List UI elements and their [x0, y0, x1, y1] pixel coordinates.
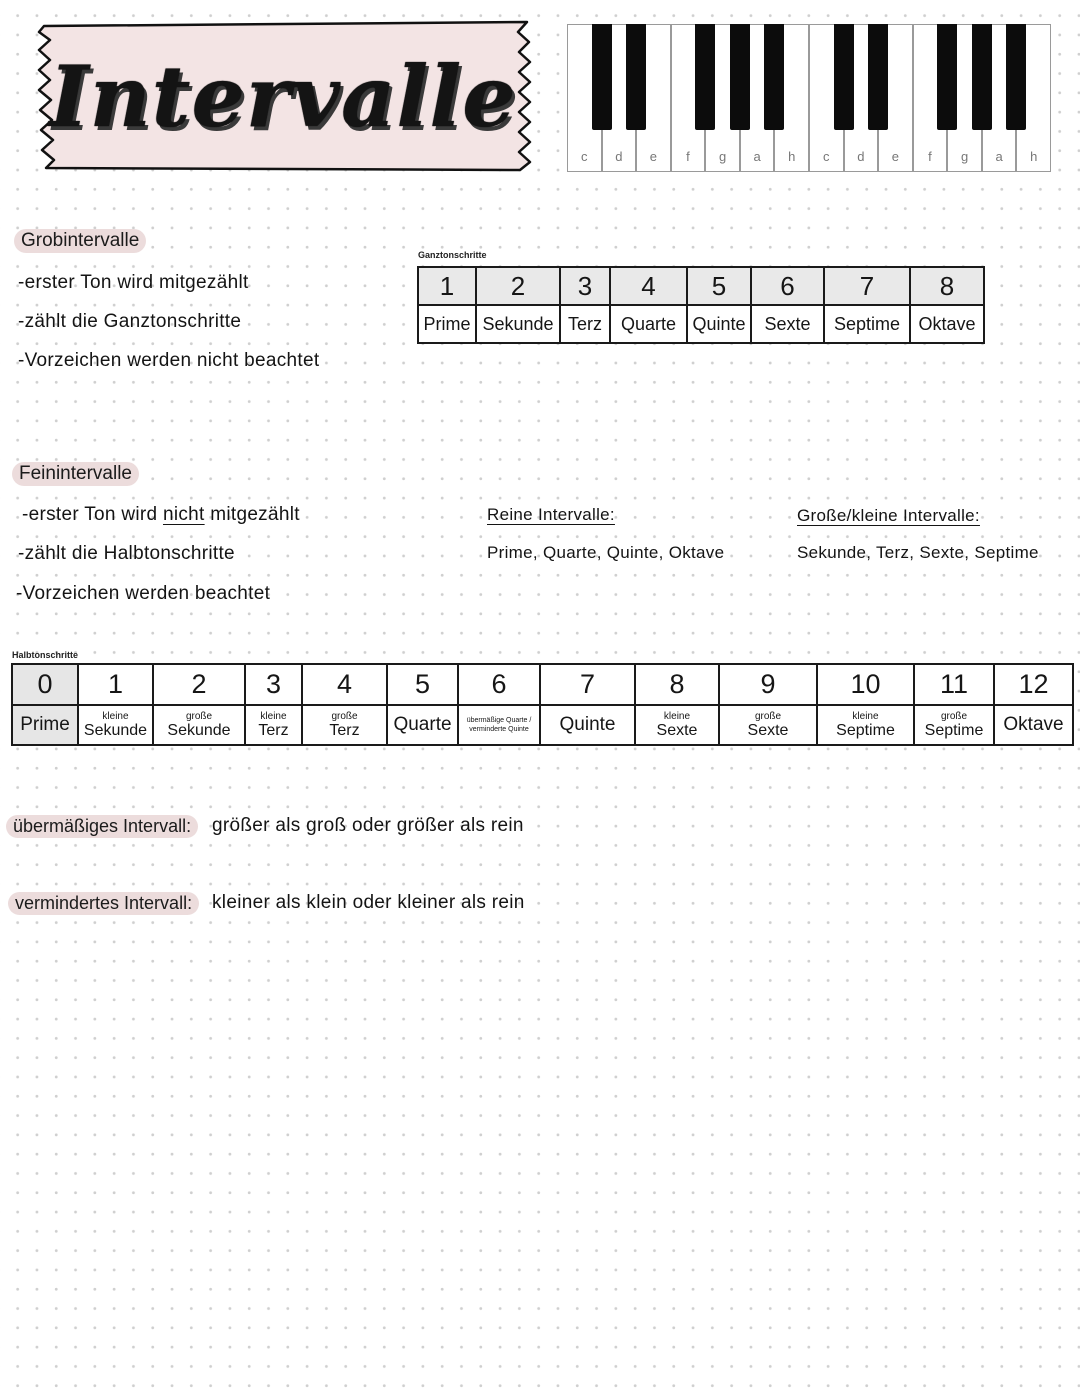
interval-name: Quarte: [393, 714, 452, 735]
piano-key-label: a: [753, 149, 761, 164]
reine-intervalle-heading: Reine Intervalle:: [487, 505, 615, 524]
piano-keyboard: [567, 24, 1051, 172]
halbton-name-cell: [245, 705, 302, 745]
ganzton-number-cell: 5: [687, 267, 751, 305]
piano-key-label: a: [995, 149, 1003, 164]
halbton-number-cell: 2: [153, 664, 245, 705]
piano-key-label: e: [891, 149, 900, 164]
halbton-number-cell: 7: [540, 664, 635, 705]
halbton-number-cell: 10: [817, 664, 914, 705]
ganzton-name-cell: Quinte: [687, 305, 751, 343]
ganzton-number-cell: 1: [418, 267, 476, 305]
ganzton-name-cell: Septime: [824, 305, 910, 343]
ganzton-number-cell: 8: [910, 267, 984, 305]
ganzton-name-cell: Quarte: [610, 305, 687, 343]
halbton-number-row: [12, 664, 1073, 705]
interval-quality: große: [940, 710, 968, 722]
ganzton-name-cell: Prime: [418, 305, 476, 343]
piano-key-label: c: [581, 149, 588, 164]
halbton-number-cell: 3: [245, 664, 302, 705]
grob-rule-2: -zählt die Ganztonschritte: [18, 311, 242, 332]
piano-black-key: [730, 24, 750, 130]
fein-rule-3: -Vorzeichen werden beachtet: [16, 583, 271, 604]
piano-key-label: d: [857, 149, 865, 164]
halbton-number-cell: 9: [719, 664, 817, 705]
gross-klein-list: Sekunde, Terz, Sexte, Septime: [797, 543, 1039, 562]
gross-klein-heading: Große/kleine Intervalle:: [797, 506, 980, 525]
piano-black-key: [834, 24, 854, 130]
halbton-name-cell: [12, 705, 78, 745]
ganzton-name-cell: Terz: [560, 305, 610, 343]
halbton-name-cell: [387, 705, 458, 745]
interval-quality: kleine: [102, 710, 129, 722]
halbton-number-cell: 11: [914, 664, 994, 705]
halbton-number-cell: 5: [387, 664, 458, 705]
uebermaessig-definition: größer als groß oder größer als rein: [212, 815, 524, 836]
halbton-name-cell: [153, 705, 245, 745]
piano-key-label: g: [960, 149, 969, 164]
ganzton-number-cell: 3: [560, 267, 610, 305]
interval-name: Sexte: [656, 721, 698, 739]
ganzton-name-cell: Sekunde: [476, 305, 560, 343]
halbton-name-cell: [635, 705, 719, 745]
halbton-name-cell: [540, 705, 635, 745]
interval-name: Septime: [836, 721, 895, 739]
ganzton-number-cell: 6: [751, 267, 824, 305]
piano-key-label: d: [615, 149, 623, 164]
title-banner: [22, 20, 544, 172]
halbton-name-cell: [78, 705, 153, 745]
ganzton-number-cell: 4: [610, 267, 687, 305]
vermindert-definition: kleiner als klein oder kleiner als rein: [212, 892, 525, 913]
ganzton-table: [417, 266, 985, 344]
halbton-name-cell: [994, 705, 1073, 745]
piano-key-label: f: [686, 149, 690, 164]
ganzton-name-row: [418, 305, 984, 343]
halbton-name-row: [12, 705, 1073, 745]
interval-quality: kleine: [852, 710, 879, 722]
piano-black-key: [764, 24, 784, 130]
halbton-name-cell: [302, 705, 387, 745]
interval-name: Sexte: [747, 721, 789, 739]
halbton-name-cell: [719, 705, 817, 745]
halbtonschritte-label: Halbtonschritte: [12, 650, 79, 660]
interval-name: Terz: [258, 721, 289, 739]
page-title: Intervalle: [49, 46, 517, 146]
piano-key-label: g: [718, 149, 727, 164]
fein-rule-1: [22, 504, 300, 526]
fein-rule-1-prefix: -erster Ton wird: [22, 504, 158, 525]
grobintervalle-heading: Grobintervalle: [14, 229, 146, 253]
piano-key-label: h: [1030, 149, 1038, 164]
piano-black-key: [937, 24, 957, 130]
interval-name: Prime: [20, 714, 70, 735]
halbton-number-cell: 6: [458, 664, 540, 705]
reine-intervalle-list: Prime, Quarte, Quinte, Oktave: [487, 543, 725, 562]
piano-black-key: [626, 24, 646, 130]
piano-black-key: [592, 24, 612, 130]
uebermaessig-label: übermäßiges Intervall:: [6, 815, 198, 838]
halbton-number-cell: 8: [635, 664, 719, 705]
halbton-name-cell: [817, 705, 914, 745]
ganzton-name-cell: Oktave: [910, 305, 984, 343]
feinintervalle-heading: Feinintervalle: [12, 462, 139, 486]
grob-rule-1: -erster Ton wird mitgezählt: [18, 272, 249, 293]
interval-name: Quinte: [559, 714, 616, 735]
interval-quality: große: [185, 710, 213, 722]
halbton-table: [11, 663, 1074, 746]
fein-rule-2: -zählt die Halbtonschritte: [18, 543, 235, 564]
interval-quality: große: [754, 710, 782, 722]
ganzton-number-cell: 7: [824, 267, 910, 305]
ganzton-number-row: [418, 267, 984, 305]
halbton-number-cell: 1: [78, 664, 153, 705]
piano-key-label: e: [649, 149, 658, 164]
vermindert-label: vermindertes Intervall:: [8, 892, 199, 915]
piano-black-key: [695, 24, 715, 130]
piano-key-label: h: [788, 149, 796, 164]
interval-name: Septime: [924, 721, 984, 739]
piano-black-key: [972, 24, 992, 130]
interval-name: Sekunde: [167, 721, 231, 739]
piano-key-label: c: [823, 149, 830, 164]
interval-quality: übermäßige Quarte /: [466, 717, 532, 724]
fein-rule-1-suffix: mitgezählt: [210, 504, 300, 525]
piano-black-key: [1006, 24, 1026, 130]
interval-name: verminderte Quinte: [469, 726, 529, 733]
ganzton-number-cell: 2: [476, 267, 560, 305]
halbton-number-cell: 4: [302, 664, 387, 705]
interval-name: Oktave: [1003, 714, 1064, 735]
interval-name: Terz: [329, 721, 360, 739]
ganztonschritte-label: Ganztonschritte: [418, 250, 487, 260]
grob-rule-3: -Vorzeichen werden nicht beachtet: [18, 350, 320, 371]
halbton-name-cell: [914, 705, 994, 745]
interval-quality: kleine: [260, 710, 287, 722]
halbton-number-cell: 0: [12, 664, 78, 705]
halbton-name-cell: [458, 705, 540, 745]
piano-key-label: f: [928, 149, 932, 164]
halbton-number-cell: 12: [994, 664, 1073, 705]
ganzton-name-cell: Sexte: [751, 305, 824, 343]
piano-black-key: [868, 24, 888, 130]
interval-quality: kleine: [663, 710, 691, 722]
interval-quality: große: [331, 710, 358, 722]
fein-rule-1-emphasis: nicht: [162, 504, 205, 525]
interval-name: Sekunde: [83, 721, 148, 739]
